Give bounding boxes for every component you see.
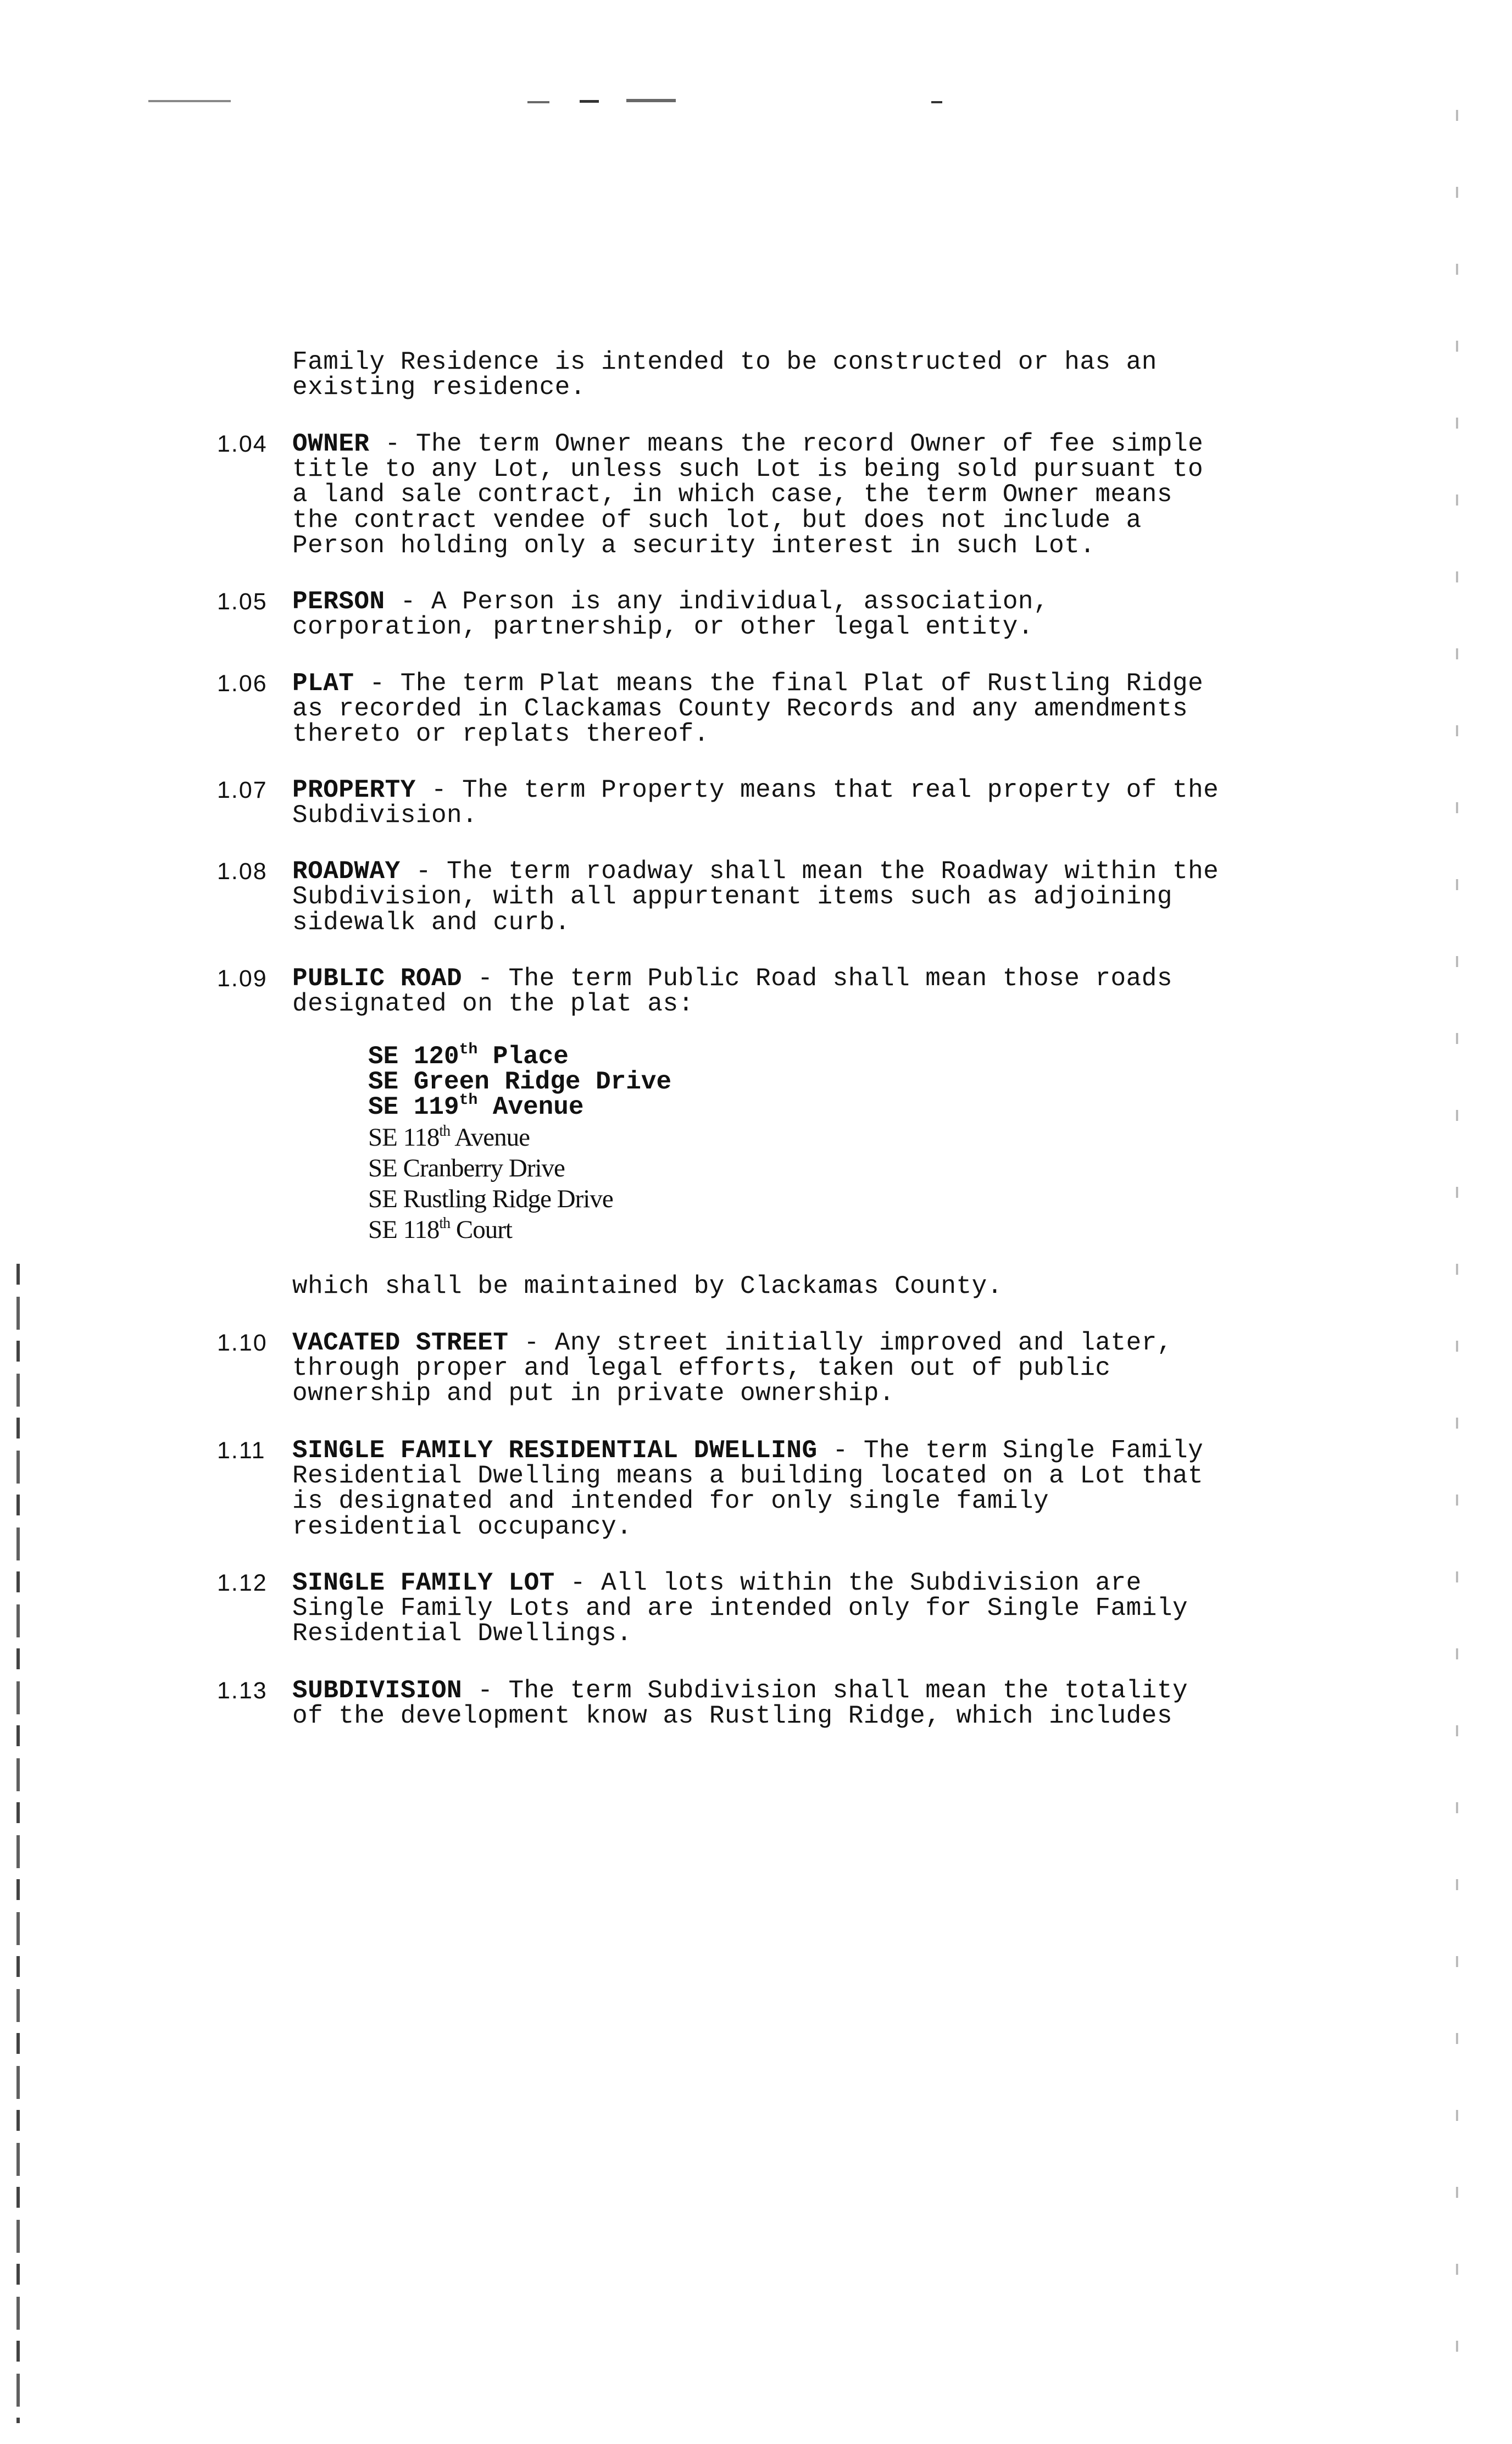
section-line [292,1678,1188,1704]
scan-mark-top-4 [626,99,676,102]
section-text: - The term Subdivision shall mean the totality [462,1676,1188,1705]
scan-mark-top-3 [580,100,599,103]
section-line [292,589,1049,615]
section-text: - The term Public Road shall mean those roads [462,964,1172,993]
road-item: SE Green Ridge Drive [368,1068,672,1096]
section-line: corporation, partnership, or other legal entity. [292,613,1034,641]
section-text: - The term Single Family [817,1436,1204,1465]
section-term: PUBLIC ROAD [292,964,463,993]
section-line: a land sale contract, in which case, the term Owner means [292,480,1172,509]
section-line: Person holding only a security interest in such Lot. [292,531,1096,560]
section-number: 1.13 [217,1678,268,1704]
section-term: PERSON [292,587,385,616]
section-line: Subdivision, with all appurtenant items such as adjoining [292,882,1172,911]
section-text: - A Person is any individual, association, [385,587,1049,616]
section-term: VACATED STREET [292,1329,509,1357]
section-text: - The term roadway shall mean the Roadway within the [400,857,1219,886]
intro-line-1: Family Residence is intended to be constructed or has an [292,348,1157,376]
scan-mark-top-5 [931,101,942,103]
section-number: 1.12 [217,1570,268,1596]
road-item: SE 118th Avenue [368,1123,530,1152]
section-text: - The term Property means that real property of the [415,776,1219,804]
section-line: ownership and put in private ownership. [292,1379,895,1408]
section-number: 1.11 [217,1437,266,1464]
section-line: residential occupancy. [292,1513,632,1541]
roads-closing-line: which shall be maintained by Clackamas County. [292,1272,1003,1301]
section-term: SINGLE FAMILY RESIDENTIAL DWELLING [292,1436,818,1465]
section-line: Residential Dwellings. [292,1619,632,1648]
section-number: 1.10 [217,1330,268,1356]
section-line: sidewalk and curb. [292,908,570,937]
section-line: as recorded in Clackamas County Records and any amendments [292,695,1188,723]
section-line [292,671,1203,697]
section-number: 1.05 [217,588,268,615]
section-text: - Any street initially improved and later, [508,1329,1172,1357]
section-line [292,966,1172,992]
section-line [292,1438,1203,1464]
section-line [292,777,1219,803]
section-text: - The term Owner means the record Owner of fee simple [369,430,1204,458]
section-line: of the development know as Rustling Ridge, which includes [292,1702,1172,1730]
section-line [292,859,1219,885]
section-line: designated on the plat as: [292,990,694,1018]
section-number: 1.06 [217,670,268,697]
section-text: - The term Plat means the final Plat of Rustling Ridge [354,669,1204,698]
section-line [292,1330,1172,1356]
section-line: Single Family Lots and are intended only for Single Family [292,1594,1188,1623]
road-item: SE 119th Avenue [368,1092,584,1121]
section-term: ROADWAY [292,857,401,886]
section-line: thereto or replats thereof. [292,720,709,748]
scan-edge-right [1456,110,1458,2363]
scan-mark-top-1 [148,100,231,102]
section-line: Subdivision. [292,801,478,830]
section-line: title to any Lot, unless such Lot is being sold pursuant to [292,455,1204,484]
section-line: through proper and legal efforts, taken out of public [292,1354,1111,1382]
road-item: SE 120th Place [368,1041,569,1071]
section-line: the contract vendee of such lot, but does not include a [292,506,1142,535]
section-number: 1.04 [217,431,268,457]
intro-line-2: existing residence. [292,373,586,402]
section-term: SINGLE FAMILY LOT [292,1569,555,1597]
section-line [292,1570,1142,1596]
section-term: SUBDIVISION [292,1676,463,1705]
section-line [292,431,1203,457]
road-item: SE Cranberry Drive [368,1154,565,1182]
road-item: SE 118th Court [368,1215,512,1244]
section-term: PLAT [292,669,354,698]
scan-mark-top-2 [527,101,549,103]
road-item: SE Rustling Ridge Drive [368,1185,613,1213]
section-number: 1.07 [217,777,268,803]
section-text: - All lots within the Subdivision are [554,1569,1142,1597]
section-line: Residential Dwelling means a building located on a Lot that [292,1462,1204,1490]
section-term: OWNER [292,430,370,458]
section-term: PROPERTY [292,776,416,804]
scan-edge-left [16,1264,20,2423]
section-line: is designated and intended for only single family [292,1487,1049,1515]
section-number: 1.08 [217,858,268,885]
section-number: 1.09 [217,965,268,992]
